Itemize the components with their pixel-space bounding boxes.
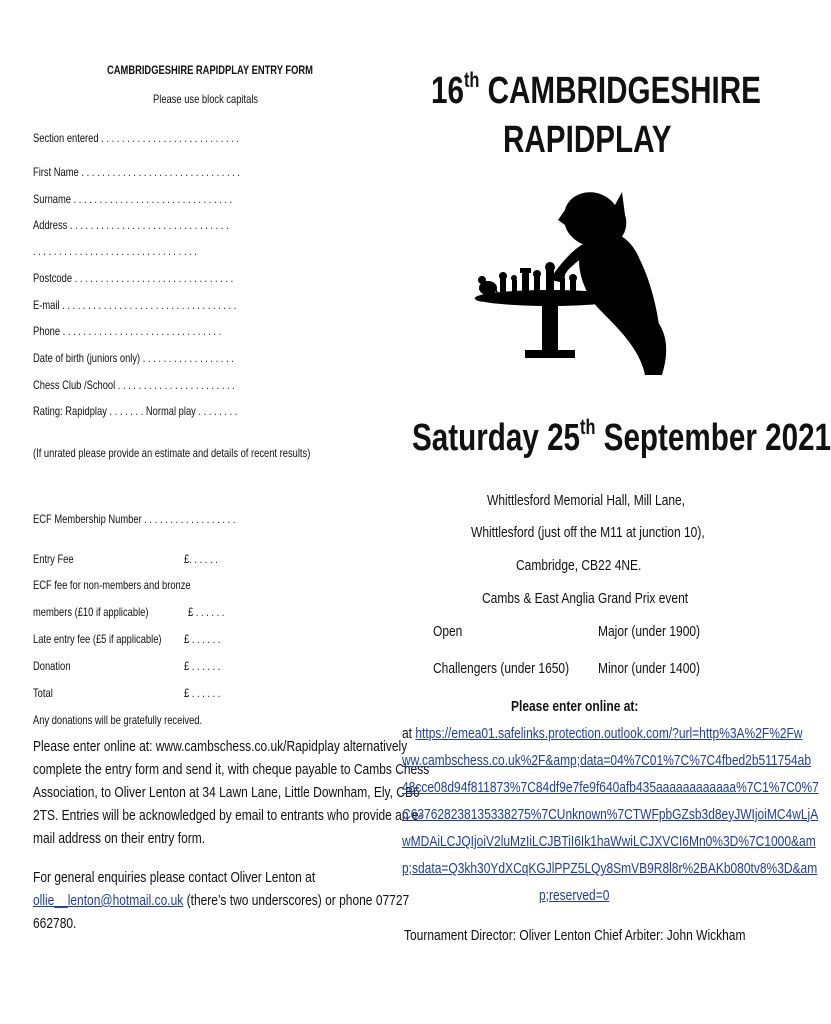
online-heading: Please enter online at: — [511, 698, 639, 715]
online-url-link[interactable]: p;reserved=0 — [539, 887, 610, 904]
online-url-link[interactable]: wMDAiLCJQIjoiV2luMzIiLCJBTiI6Ik1haWwiLCJXVCI6Mn0%3D%7C1000&am — [402, 833, 816, 850]
event-title-line2: RAPIDPLAY — [503, 119, 672, 161]
grand-prix-line: Cambs & East Anglia Grand Prix event — [482, 590, 689, 607]
online-url-link[interactable]: ww.cambschess.co.uk%2F&amp;data=04%7C01%7C%7C4fbed2b511754ab — [402, 752, 812, 769]
cat-chess-illustration — [470, 180, 670, 380]
title-number: 16 — [431, 70, 464, 112]
online-url-link[interactable]: C637628238135338275%7CUnknown%7CTWFpbGZsb3d8eyJWIjoiMC4wLjA — [402, 806, 819, 823]
enquiries-rest: (there’s two underscores) or phone 07727 — [183, 892, 410, 909]
field-section-entered[interactable]: Section entered . . . . . . . . . . . . . . . . . . . . . . . . . . . — [33, 131, 239, 145]
section-minor: Minor (under 1400) — [598, 660, 701, 677]
fee-value[interactable]: £ . . . . . . — [188, 605, 225, 619]
field-address-line2[interactable]: . . . . . . . . . . . . . . . . . . . . . . . . . . . . . . . . — [33, 244, 197, 258]
enquiries-email-link[interactable]: ollie__lenton@hotmail.co.uk — [33, 892, 184, 909]
donations-note: Any donations will be gratefully received. — [33, 713, 203, 727]
field-chess-club[interactable]: Chess Club /School . . . . . . . . . . . . . . . . . . . . . . . — [33, 378, 235, 392]
field-first-name[interactable]: First Name . . . . . . . . . . . . . . . . . . . . . . . . . . . . . . . — [33, 165, 241, 179]
field-rating[interactable]: Rating: Rapidplay . . . . . . . Normal play . . . . . . . . — [33, 404, 238, 418]
venue-line: Whittlesford Memorial Hall, Mill Lane, — [487, 492, 686, 509]
fee-value[interactable]: £ . . . . . . — [184, 659, 221, 673]
section-open: Open — [433, 623, 463, 640]
instructions-line: 2TS. Entries will be acknowledged by email to entrants who provide an e- — [33, 807, 423, 824]
title-suffix: th — [463, 69, 480, 93]
field-address[interactable]: Address . . . . . . . . . . . . . . . . . . . . . . . . . . . . . . . — [33, 218, 229, 232]
venue-line: Whittlesford (just off the M11 at junction 10), — [471, 524, 705, 541]
fee-label: Donation — [33, 659, 71, 673]
instructions-line: Please enter online at: www.cambschess.co.uk/Rapidplay alternatively — [33, 738, 408, 755]
instructions-line: complete the entry form and send it, with cheque payable to Cambs Chess — [33, 761, 430, 778]
fee-value[interactable]: £ . . . . . . — [184, 632, 221, 646]
form-subheading: Please use block capitals — [153, 92, 259, 106]
online-url-line — [402, 725, 803, 742]
venue-line: Cambridge, CB22 4NE. — [516, 557, 642, 574]
date-rest: September 2021 — [595, 417, 831, 459]
field-date-of-birth[interactable]: Date of birth (juniors only) . . . . . . . . . . . . . . . . . . — [33, 351, 234, 365]
section-challengers: Challengers (under 1650) — [433, 660, 570, 677]
title-rest: CAMBRIDGESHIRE — [479, 70, 761, 112]
date-suffix: th — [580, 416, 596, 440]
officials: Tournament Director: Oliver Lenton Chief Arbiter: John Wickham — [404, 927, 746, 944]
fee-label: Late entry fee (£5 if applicable) — [33, 632, 162, 646]
unrated-note: (If unrated please provide an estimate and details of recent results) — [33, 446, 311, 460]
field-ecf-number[interactable]: ECF Membership Number . . . . . . . . . . . . . . . . . . — [33, 512, 236, 526]
field-phone[interactable]: Phone . . . . . . . . . . . . . . . . . . . . . . . . . . . . . . . — [33, 324, 222, 338]
fee-label: Entry Fee — [33, 552, 74, 566]
fee-label: ECF fee for non-members and bronze — [33, 578, 191, 592]
date-day: Saturday 25 — [412, 417, 581, 459]
event-date — [412, 417, 831, 460]
event-title — [431, 70, 761, 113]
online-url-link[interactable]: p;sdata=Q3kh30YdXCqKGJlPPZ5LQy8SmVB9R8l8r%2BAKb080tv8%3D&am — [402, 860, 818, 877]
online-prefix: at — [402, 725, 416, 742]
enquiries-line: For general enquiries please contact Oliver Lenton at — [33, 869, 316, 886]
instructions-line: Association, to Oliver Lenton at 34 Lawn Lane, Little Downham, Ely, CB6 — [33, 784, 420, 801]
instructions-line: mail address on their entry form. — [33, 830, 206, 847]
fee-label: Total — [33, 686, 53, 700]
online-url-link[interactable]: https://emea01.safelinks.protection.outlook.com/?url=http%3A%2F%2Fw — [415, 725, 803, 742]
enquiries-phone: 662780. — [33, 915, 77, 932]
form-heading: CAMBRIDGESHIRE RAPIDPLAY ENTRY FORM — [107, 63, 313, 77]
fee-label: members (£10 if applicable) — [33, 605, 149, 619]
field-postcode[interactable]: Postcode . . . . . . . . . . . . . . . . . . . . . . . . . . . . . . . — [33, 271, 234, 285]
field-email[interactable]: E-mail . . . . . . . . . . . . . . . . . . . . . . . . . . . . . . . . . . — [33, 298, 237, 312]
fee-value[interactable]: £ . . . . . . — [184, 686, 221, 700]
fee-value[interactable]: £. . . . . . — [184, 552, 218, 566]
online-url-link[interactable]: 48cce08d94f811873%7C84df9e7fe9f640afb435aaaaaaaaaaaa%7C1%7C0%7 — [402, 779, 819, 796]
field-surname[interactable]: Surname . . . . . . . . . . . . . . . . . . . . . . . . . . . . . . . — [33, 192, 233, 206]
enquiries-line — [33, 892, 409, 909]
section-major: Major (under 1900) — [598, 623, 701, 640]
